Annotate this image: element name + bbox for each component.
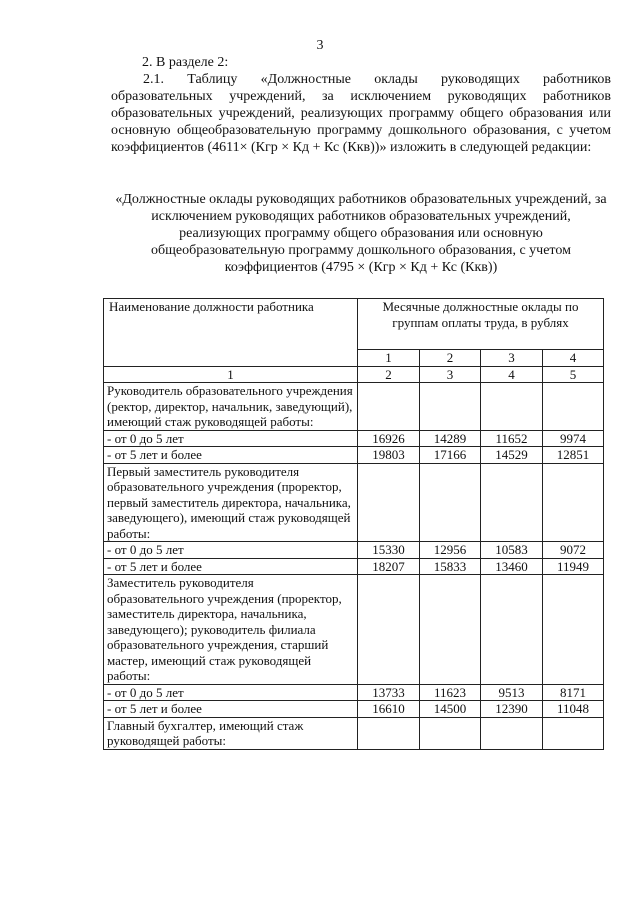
column-index: 3 [420, 366, 481, 383]
salary-table [103, 298, 604, 750]
salary-value: 13460 [481, 558, 543, 575]
group-number: 1 [358, 350, 420, 367]
salary-value: 18207 [358, 558, 420, 575]
salary-value: 19803 [358, 447, 420, 464]
empty-cell [358, 717, 420, 749]
experience-range: - от 0 до 5 лет [104, 542, 358, 559]
position-title: Заместитель руководителя образовательного учреждения (проректор, заместитель директора, начальника, заведующего); руководитель филиала образовательного учреждения, старший мастер, имеющий стаж руководящей работы: [104, 575, 358, 685]
header-position-name: Наименование должности работника [104, 299, 358, 367]
column-index-row [104, 366, 604, 383]
salary-value: 9072 [543, 542, 604, 559]
experience-range: - от 5 лет и более [104, 447, 358, 464]
empty-cell [420, 463, 481, 542]
column-index: 1 [104, 366, 358, 383]
empty-cell [481, 717, 543, 749]
salary-value: 11048 [543, 701, 604, 718]
empty-cell [358, 575, 420, 685]
salary-value: 11623 [420, 684, 481, 701]
empty-cell [358, 383, 420, 431]
salary-row [104, 558, 604, 575]
salary-value: 9513 [481, 684, 543, 701]
salary-value: 8171 [543, 684, 604, 701]
salary-value: 12390 [481, 701, 543, 718]
empty-cell [543, 463, 604, 542]
group-number: 3 [481, 350, 543, 367]
position-title-row [104, 383, 604, 431]
empty-cell [481, 575, 543, 685]
salary-value: 11652 [481, 430, 543, 447]
salary-value: 17166 [420, 447, 481, 464]
position-title-row [104, 463, 604, 542]
section-heading: 2. В разделе 2: [142, 55, 229, 70]
salary-row [104, 542, 604, 559]
column-index: 4 [481, 366, 543, 383]
page-number: 3 [316, 38, 324, 53]
column-index: 2 [358, 366, 420, 383]
table-header-row [104, 299, 604, 350]
salary-value: 14289 [420, 430, 481, 447]
empty-cell [543, 717, 604, 749]
paragraph-number: 2.1. [143, 72, 164, 87]
salary-row [104, 430, 604, 447]
experience-range: - от 0 до 5 лет [104, 430, 358, 447]
experience-range: - от 5 лет и более [104, 558, 358, 575]
salary-value: 14529 [481, 447, 543, 464]
empty-cell [420, 383, 481, 431]
salary-row [104, 684, 604, 701]
salary-value: 9974 [543, 430, 604, 447]
salary-value: 13733 [358, 684, 420, 701]
salary-value: 11949 [543, 558, 604, 575]
column-index: 5 [543, 366, 604, 383]
salary-value: 12956 [420, 542, 481, 559]
empty-cell [420, 575, 481, 685]
empty-cell [543, 575, 604, 685]
group-number: 2 [420, 350, 481, 367]
group-number: 4 [543, 350, 604, 367]
salary-row [104, 447, 604, 464]
table-caption: «Должностные оклады руководящих работников образовательных учреждений, за исключением руководящих работников образовательных учреждений, реализующих программу общего образования или основную общеобразовательную программу дошкольного образования, с учетом коэффициентов (4795 × (Кгр × Кд + Кс (Ккв)) [115, 192, 607, 275]
empty-cell [543, 383, 604, 431]
salary-value: 15833 [420, 558, 481, 575]
empty-cell [481, 463, 543, 542]
empty-cell [481, 383, 543, 431]
paragraph-text: Таблицу «Должностные оклады руководящих работников образовательных учреждений, за исключением руководящих работников образовательных учреждений, реализующих программу общего образования или основную общеобразовательную программу дошкольного образования, с учетом коэффициентов (4611× (Кгр × Кд + Кс (Ккв))» изложить в следующей редакции: [111, 72, 612, 155]
amendment-paragraph [111, 71, 611, 156]
salary-value: 16610 [358, 701, 420, 718]
salary-table-body [104, 299, 604, 750]
empty-cell [358, 463, 420, 542]
salary-value: 14500 [420, 701, 481, 718]
header-monthly-salaries: Месячные должностные оклады по группам оплаты труда, в рублях [358, 299, 604, 350]
position-title-row [104, 575, 604, 685]
salary-value: 12851 [543, 447, 604, 464]
salary-value: 15330 [358, 542, 420, 559]
position-title-row [104, 717, 604, 749]
salary-value: 16926 [358, 430, 420, 447]
experience-range: - от 5 лет и более [104, 701, 358, 718]
position-title: Руководитель образовательного учреждения (ректор, директор, начальник, заведующий), имеющий стаж руководящей работы: [104, 383, 358, 431]
experience-range: - от 0 до 5 лет [104, 684, 358, 701]
position-title: Первый заместитель руководителя образовательного учреждения (проректор, первый заместитель директора, начальника, заведующего), имеющий стаж руководящей работы: [104, 463, 358, 542]
salary-row [104, 701, 604, 718]
salary-value: 10583 [481, 542, 543, 559]
position-title: Главный бухгалтер, имеющий стаж руководящей работы: [104, 717, 358, 749]
empty-cell [420, 717, 481, 749]
